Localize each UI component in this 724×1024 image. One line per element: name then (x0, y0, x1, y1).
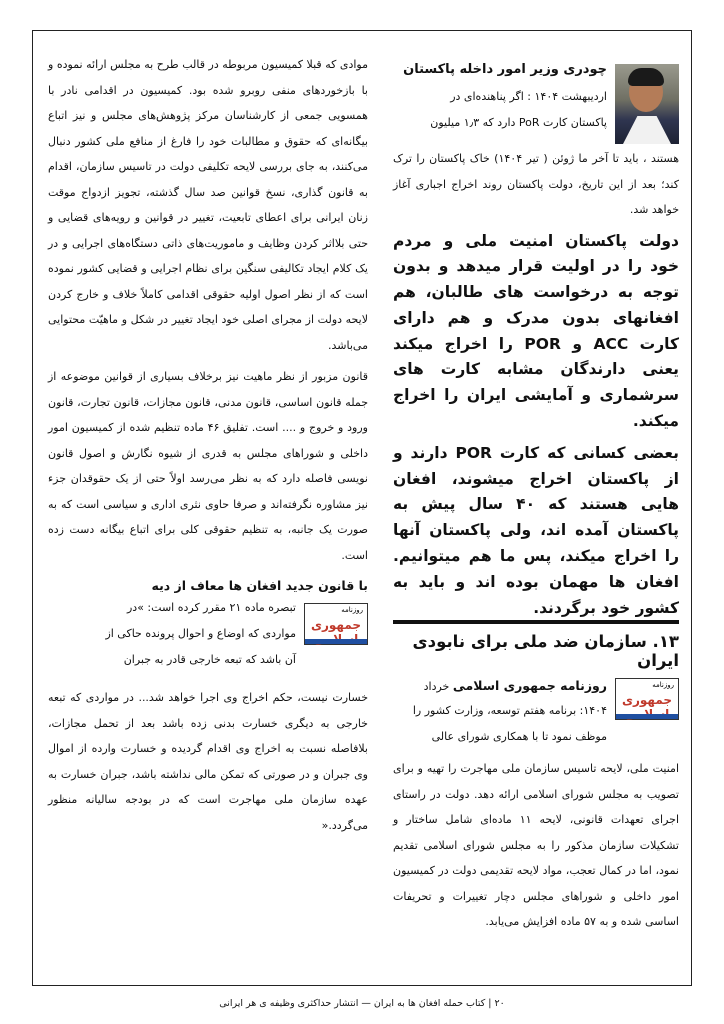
left-news-line-2: مواردی که اوضاع و احوال پرونده حاکی از (105, 627, 296, 640)
left-paragraph-1: موادی که قبلا کمیسیون مربوطه در قالب طرح به مجلس ارائه نموده و با بازخوردهای منفی روبرو شده بود. کمیسیون در اقدامی نادر با همسویی جمعی از کارشناسان مرکز پژوهش‌های مجلس و نیز اتباع بیگانه‌ای که حقوق و مطالبات خود را فارغ از منافع ملی کشور دنبال می‌کنند، به جای بررسی لایحه تکلیفی دولت در تاسیس سازمان، اقدام به قانون گذاری، نسخ قوانین صد سال گذشته، تجویز ازدواج موقت زنان ایرانی برای اعطای تابعیت، تغییر در قوانین و رویه‌های قضایی و حتی بلااثر کردن وظایف و ماموریت‌های ذاتی دستگاه‌های اجرایی و در یک کلام ایجاد تکالیفی سنگین برای نظام اجرایی و قضایی کشور نموده است که از نظر اصول اولیه حقوقی اقدامی کاملاً خلاف و خارج کردن لایحه دولت از مجرای اصلی خود ایجاد تغییر در شکل و ماهیّت محتوایی می‌باشد. (48, 58, 368, 352)
logo-main-text-left: جمهوری (310, 618, 362, 632)
left-paragraph-2: قانون مزبور از نظر ماهیت نیز برخلاف بسیاری از قوانین موضوعه از جمله قانون اساسی، قانون مدنی، قانون مجازات، قانون تجارت، قانون ورود و خروج و .... است. تفلیق ۴۶ ماده تنظیم شده از کمیسیون امور داخلی و شوراهای مجلس به قدری از شیوه نگارش و اصول قانون نویسی فاصله دارد که به نظر می‌رسد اولاً حتی از یک حقوقدان جزء نیز مشاوره نگرفته‌اند و صرفا حاوی نثری اداری و سیاسی است که به صورت یک جانبه، به تنظیم حقوقی کلی برای اتباع بیگانه دست زده است. (48, 370, 368, 562)
paper-name: روزنامه جمهوری اسلامی (452, 678, 607, 693)
left-news-body: خسارت نیست، حکم اخراج وی اجرا خواهد شد... در مواردی که تبعه خارجی به دیگری خسارت بدنی زده باشد بعد از تحمل مجازات، بلافاصله نسبت به اخراج وی اقدام گردیده و خسارت وارده از اموال وی جبران و در صورتی که تمکن مالی نداشته باشد، جبران خسارت به عهده سازمان ملی مهاجرت است که در بودجه سالیانه منظور می‌گردد.« (48, 691, 368, 832)
logo-bar-left (305, 639, 367, 644)
logo-small-text: روزنامه (652, 681, 674, 689)
newspaper-logo-left (304, 603, 368, 645)
news-line-1 (424, 678, 607, 693)
right-column (393, 52, 679, 621)
news-line-2: ۱۴۰۴: برنامه هفتم توسعه، وزارت کشور را (412, 704, 607, 717)
left-news-line-1: تبصره ماده ۲۱ مقرر کرده است: »در (127, 601, 296, 614)
news-line-3: موظف نمود تا با همکاری شورای عالی (431, 730, 607, 743)
left-news-line-3: آن باشد که تبعه خارجی قادر به جبران (123, 653, 296, 666)
bold-paragraph-2: بعضی کسانی که کارت POR دارند و از پاکستان اخراج میشوند، افغان هایی هستند که ۴۰ سال پیش به پاکستان آمده اند، ولی پاکستان آنها را اخراج میکند، پس ما هم میتوانیم. افغان ها مهمان بوده اند و باید به کشور خود برگردند. (393, 443, 679, 617)
news-block-left (48, 601, 368, 685)
section-divider (393, 620, 679, 624)
sub-heading: با قانون جدید افغان ها معاف از دیه (151, 578, 368, 593)
head-line-1: اردیبهشت ۱۴۰۴ : اگر پناهنده‌ای در (450, 90, 607, 103)
news-body: امنیت ملی، لایحه تاسیس سازمان ملی مهاجرت را تهیه و برای تصویب به مجلس شورای اسلامی ارائه دهد. دولت در راستای اجرای تعهدات قانونی، لایحه ۱۱ ماده‌ای شامل ساختار و تشکیلات سازمان مذکور را به مجلس شورای اسلامی تقدیم نمود، اما در کمال تعجب، مواد لایحه تقدیمی دولت در کمیسیون امور داخلی و شوراهای مجلس دچار تغییرات و تحریفات اساسی شده و به ۵۷ ماده افزایش می‌یابد. (393, 762, 680, 928)
page-footer: ۲۰ | کتاب حمله افغان ها به ایران — انتشار حداکثری وظیفه ی هر ایرانی (219, 998, 505, 1009)
logo-bar (616, 714, 678, 719)
minister-photo (615, 64, 679, 144)
news-line-1-suffix: خرداد (423, 680, 453, 693)
head-line-2: پاکستان کارت PoR دارد که ۱٫۳ میلیون (430, 116, 607, 129)
bold-paragraph-1: دولت پاکستان امنیت ملی و مردم خود را در اولیت قرار میدهد و بدون توجه به درخواست های طالبان، هم افغانهای بدون مدرک و هم دارای کارت ACC و POR را اخراج میکند یعنی دارندگان مشابه کارت های سرشماری و آمایشی ایران را اخراج میکند. (393, 231, 679, 431)
logo-main-text: جمهوری (621, 693, 673, 707)
photo-shirt (623, 116, 671, 144)
left-column (48, 52, 368, 838)
photo-hair (628, 68, 664, 86)
minister-header (393, 52, 679, 136)
person-title: چودری وزیر امور داخله پاکستان (403, 62, 607, 77)
section-title: ۱۳. سازمان ضد ملی برای نابودی ایران (412, 632, 679, 670)
logo-small-text-left: روزنامه (341, 606, 363, 614)
intro-paragraph: هستند ، باید تا آخر ما ژوئن ( تیر ۱۴۰۴) خاک پاکستان را ترک کند؛ بعد از این تاریخ، دولت پاکستان روند اخراج اجباری آغاز خواهد شد. (393, 152, 679, 216)
newspaper-logo (615, 678, 679, 720)
